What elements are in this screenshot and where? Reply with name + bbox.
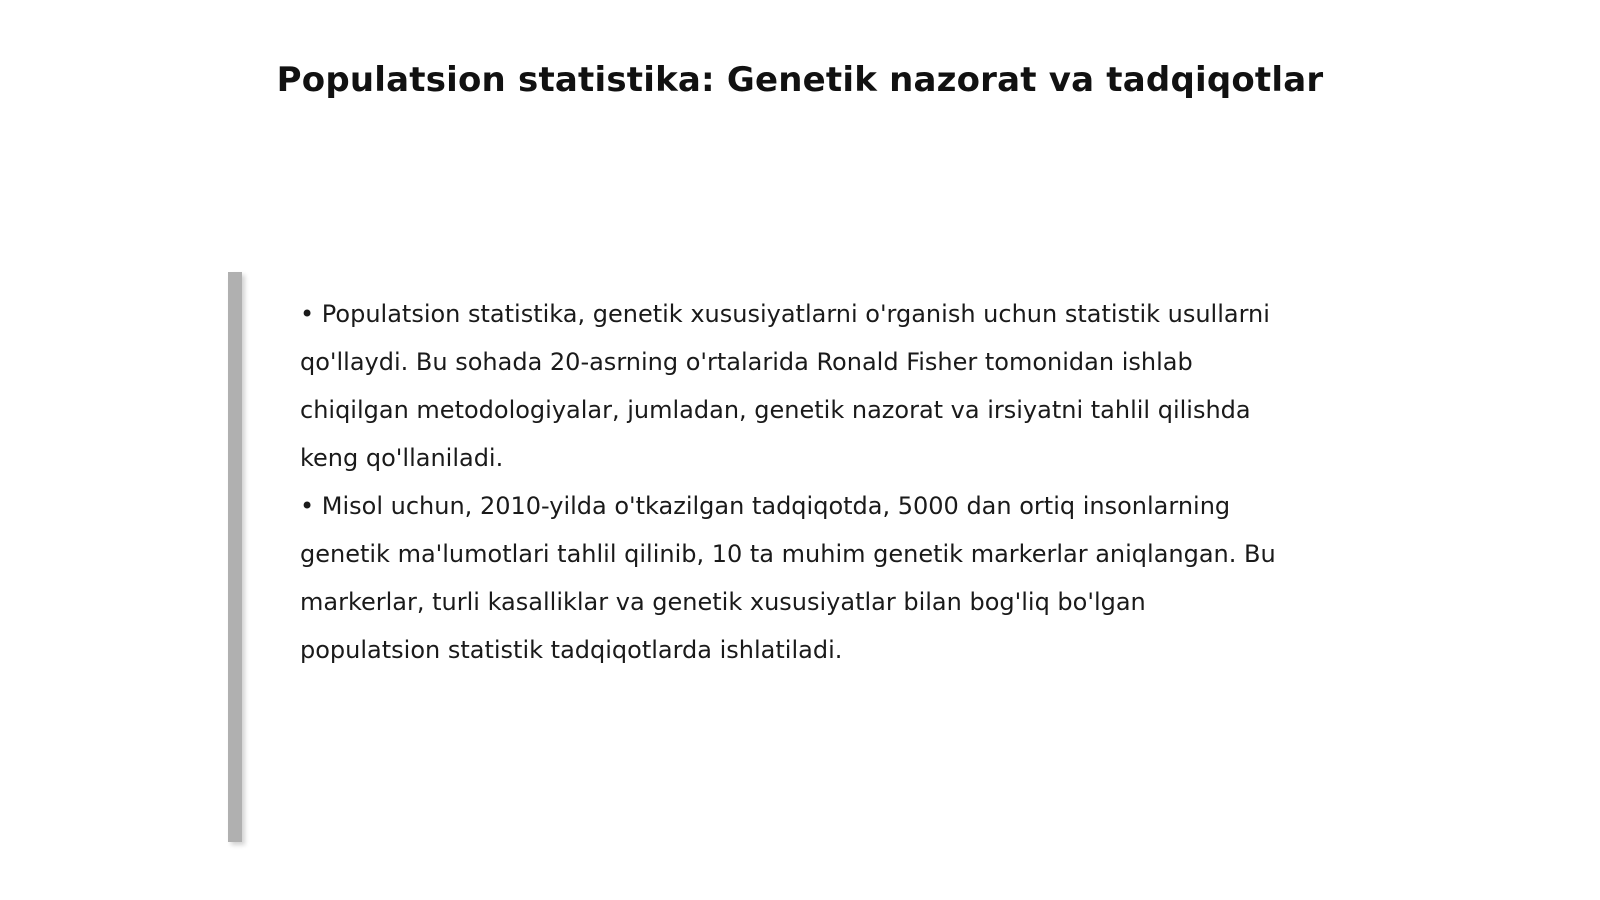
bullet-item: • Misol uchun, 2010-yilda o'tkazilgan tadqiqotda, 5000 dan ortiq insonlarning genetik ma'lumotlari tahlil qilinib, 10 ta muhim genetik markerlar aniqlangan. Bu markerlar, turli kasalliklar va genetik xususiyatlar bilan bog'liq bo'lgan populatsion statistik tadqiqotlarda ishlatiladi. bbox=[300, 492, 1276, 664]
slide-title: Populatsion statistika: Genetik nazorat va tadqiqotlar bbox=[276, 60, 1324, 100]
slide-body bbox=[300, 290, 1290, 674]
bullet-item: • Populatsion statistika, genetik xususiyatlarni o'rganish uchun statistik usullarni qo'llaydi. Bu sohada 20-asrning o'rtalarida Ronald Fisher tomonidan ishlab chiqilgan metodologiyalar, jumladan, genetik nazorat va irsiyatni tahlil qilishda keng qo'llaniladi. bbox=[300, 300, 1270, 472]
accent-bar bbox=[228, 272, 242, 842]
